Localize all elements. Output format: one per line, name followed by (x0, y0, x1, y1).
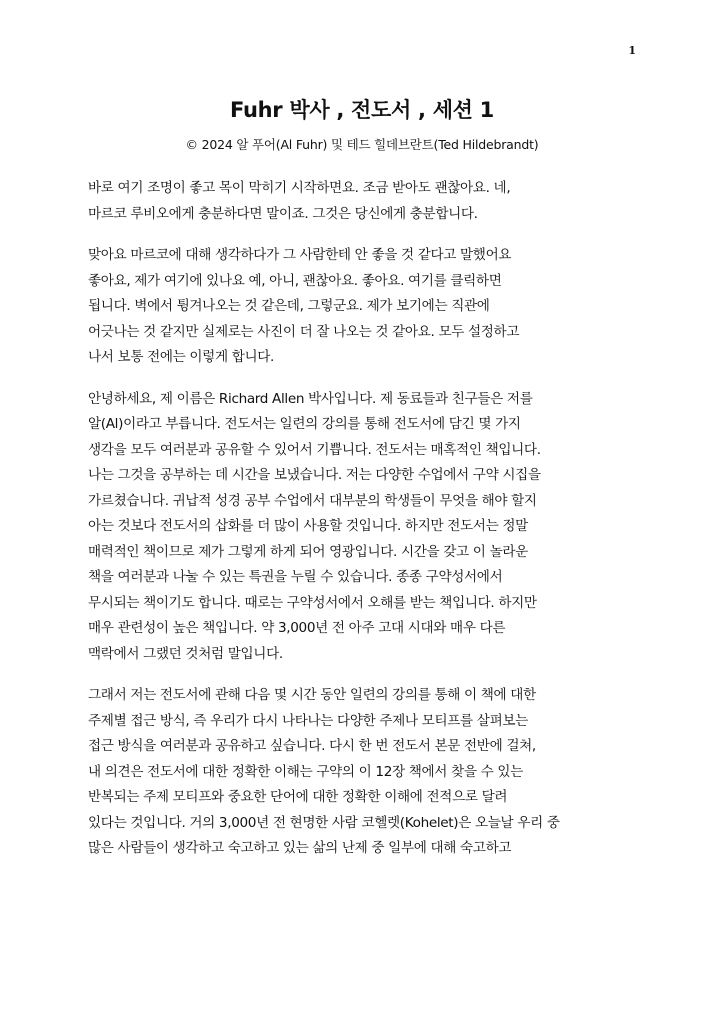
text-line: 매력적인 책이므로 제가 그렇게 하게 되어 영광입니다. 시간을 갖고 이 놀라운 (88, 543, 528, 560)
text-line: 바로 여기 조명이 좋고 목이 막히기 시작하면요. 조금 받아도 괜찮아요. 네, (88, 180, 511, 196)
document-body (88, 176, 648, 878)
page-number: 1 (628, 44, 636, 57)
text-line: 주제별 접근 방식, 즉 우리가 다시 나타나는 다양한 주제나 모티프를 살펴보는 (88, 712, 528, 729)
text-line: 그래서 저는 전도서에 관해 다음 몇 시간 동안 일련의 강의를 통해 이 책에 대한 (88, 687, 536, 703)
text-line: 나서 보통 전에는 이렇게 합니다. (88, 349, 275, 365)
text-line: 맥락에서 그랬던 것처럼 말입니다. (88, 645, 283, 662)
paragraph-2 (88, 243, 648, 371)
text-line: 무시되는 책이기도 합니다. 때로는 구약성서에서 오해를 받는 책입니다. 하지만 (88, 594, 537, 611)
paragraph-4 (88, 683, 648, 862)
text-line: 생각을 모두 여러분과 공유할 수 있어서 기쁩니다. 전도서는 매혹적인 책입니다. (88, 441, 541, 458)
copyright-line: © 2024 알 푸어(Al Fuhr) 및 테드 힐데브란트(Ted Hildebrandt) (185, 137, 539, 152)
text-line: 나는 그것을 공부하는 데 시간을 보냈습니다. 저는 다양한 수업에서 구약 시집을 (88, 467, 541, 483)
text-line: 안녕하세요, 제 이름은 Richard Allen 박사입니다. 제 동료들과 친구들은 저를 (88, 390, 533, 407)
text-line: 책을 여러분과 나눌 수 있는 특권을 누릴 수 있습니다. 종종 구약성서에서 (88, 569, 503, 585)
paragraph-1 (88, 176, 648, 227)
text-line: 마르코 루비오에게 충분하다면 말이죠. 그것은 당신에게 충분합니다. (88, 205, 478, 222)
text-line: 좋아요, 제가 여기에 있나요 예, 아니, 괜찮아요. 좋아요. 여기를 클릭하면 (88, 272, 502, 289)
text-line: 됩니다. 벽에서 튕겨나오는 것 같은데, 그렇군요. 제가 보기에는 직관에 (88, 298, 490, 314)
text-line: 반복되는 주제 모티프와 중요한 단어에 대한 정확한 이해에 전적으로 달려 (88, 789, 508, 805)
paragraph-3 (88, 387, 648, 668)
text-line: 어긋나는 것 같지만 실제로는 사진이 더 잘 나오는 것 같아요. 모두 설정하고 (88, 323, 520, 340)
text-line: 매우 관련성이 높은 책입니다. 약 3,000년 전 아주 고대 시대와 매우 다른 (88, 620, 506, 636)
document-title: Fuhr 박사 , 전도서 , 세션 1 (230, 98, 494, 122)
text-line: 많은 사람들이 생각하고 숙고하고 있는 삶의 난제 중 일부에 대해 숙고하고 (88, 840, 512, 856)
text-line: 접근 방식을 여러분과 공유하고 싶습니다. 다시 한 번 전도서 본문 전반에 걸쳐, (88, 738, 536, 754)
text-line: 내 의견은 전도서에 대한 정확한 이해는 구약의 이 12장 책에서 찾을 수 있는 (88, 763, 523, 780)
text-line: 맞아요 마르코에 대해 생각하다가 그 사람한테 안 좋을 것 같다고 말했어요 (88, 247, 512, 263)
text-line: 아는 것보다 전도서의 삽화를 더 많이 사용할 것입니다. 하지만 전도서는 정말 (88, 518, 528, 534)
text-line: 있다는 것입니다. 거의 3,000년 전 현명한 사람 코헬렛(Kohelet)은 오늘날 우리 중 (88, 814, 560, 831)
text-line: 가르쳤습니다. 귀납적 성경 공부 수업에서 대부분의 학생들이 무엇을 해야 할지 (88, 492, 537, 509)
text-line: 알(Al)이라고 부릅니다. 전도서는 일련의 강의를 통해 전도서에 담긴 몇 가지 (88, 416, 521, 432)
